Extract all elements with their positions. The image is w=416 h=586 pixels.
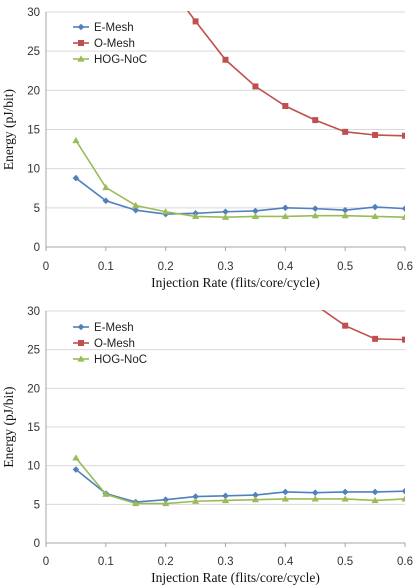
data-point [312, 205, 319, 212]
data-point [372, 204, 379, 211]
chart-panel-2 [1, 302, 413, 585]
data-point [223, 57, 229, 63]
x-tick-label: 0.5 [337, 261, 354, 273]
x-tick-label: 0.3 [217, 556, 234, 568]
x-tick-label: 0.6 [397, 556, 413, 568]
x-tick-label: 0.5 [337, 556, 354, 568]
y-tick-label: 20 [27, 383, 40, 396]
y-tick-label: 5 [33, 499, 40, 512]
y-axis-title: Energy (pJ/bit) [1, 88, 16, 171]
data-point [282, 205, 289, 212]
data-point [342, 323, 348, 329]
x-tick-label: 0.3 [217, 261, 234, 273]
data-point [72, 454, 79, 460]
data-point [312, 489, 319, 496]
y-tick-label: 5 [33, 202, 40, 215]
legend-marker [78, 40, 84, 46]
legend [73, 22, 147, 66]
series-line [76, 470, 405, 502]
series-line [76, 140, 405, 217]
data-point [72, 137, 79, 143]
legend-marker [78, 324, 85, 331]
series-o-mesh [163, 0, 408, 139]
series-line [166, 0, 405, 136]
x-tick-label: 0.4 [277, 261, 294, 273]
legend-marker [78, 24, 85, 31]
legend-label: O-Mesh [94, 38, 135, 50]
legend-label: O-Mesh [94, 338, 135, 350]
x-tick-label: 0.6 [397, 261, 413, 273]
y-tick-label: 25 [27, 46, 40, 59]
y-tick-label: 10 [27, 163, 40, 176]
legend-marker [78, 340, 84, 346]
y-tick-label: 0 [33, 538, 40, 550]
data-point [132, 202, 139, 208]
data-point [402, 133, 408, 139]
x-tick-label: 0.4 [277, 556, 294, 568]
x-tick-label: 0.1 [97, 261, 114, 273]
y-tick-label: 30 [27, 7, 40, 19]
y-tick-label: 25 [27, 344, 40, 357]
legend-label: HOG-NoC [94, 354, 148, 366]
y-tick-label: 10 [27, 460, 40, 473]
data-point [372, 132, 378, 138]
y-tick-label: 15 [27, 422, 40, 434]
series-line [76, 178, 405, 214]
y-tick-label: 30 [27, 306, 40, 318]
legend-label: HOG-NoC [94, 54, 148, 66]
x-axis-title: Injection Rate (flits/core/cycle) [151, 275, 320, 290]
legend [73, 322, 147, 366]
x-tick-label: 0.1 [97, 556, 114, 568]
x-tick-label: 0 [42, 556, 50, 568]
y-axis-title: Energy (pJ/bit) [1, 386, 16, 468]
x-tick-label: 0.2 [157, 556, 174, 568]
data-point [372, 336, 378, 342]
data-point [402, 337, 408, 343]
data-point [372, 489, 379, 496]
data-point [282, 489, 289, 496]
legend-label: E-Mesh [94, 22, 134, 34]
data-point [282, 103, 288, 109]
series-line [315, 305, 405, 340]
y-tick-label: 0 [33, 242, 40, 254]
y-tick-label: 20 [27, 85, 40, 98]
series-line [76, 458, 405, 504]
data-point [252, 83, 258, 89]
y-tick-label: 15 [27, 124, 40, 137]
x-tick-label: 0 [42, 261, 50, 273]
series-e-mesh [73, 175, 409, 218]
data-point [193, 18, 199, 24]
data-point [342, 489, 349, 496]
data-point [312, 117, 318, 123]
data-point [342, 129, 348, 135]
series-o-mesh [312, 302, 408, 343]
data-point [402, 488, 409, 495]
x-tick-label: 0.2 [157, 261, 174, 273]
data-point [312, 302, 318, 308]
data-point [402, 205, 409, 212]
chart-panel-1 [1, 0, 413, 290]
legend-label: E-Mesh [94, 322, 134, 334]
x-axis-title: Injection Rate (flits/core/cycle) [151, 570, 320, 585]
